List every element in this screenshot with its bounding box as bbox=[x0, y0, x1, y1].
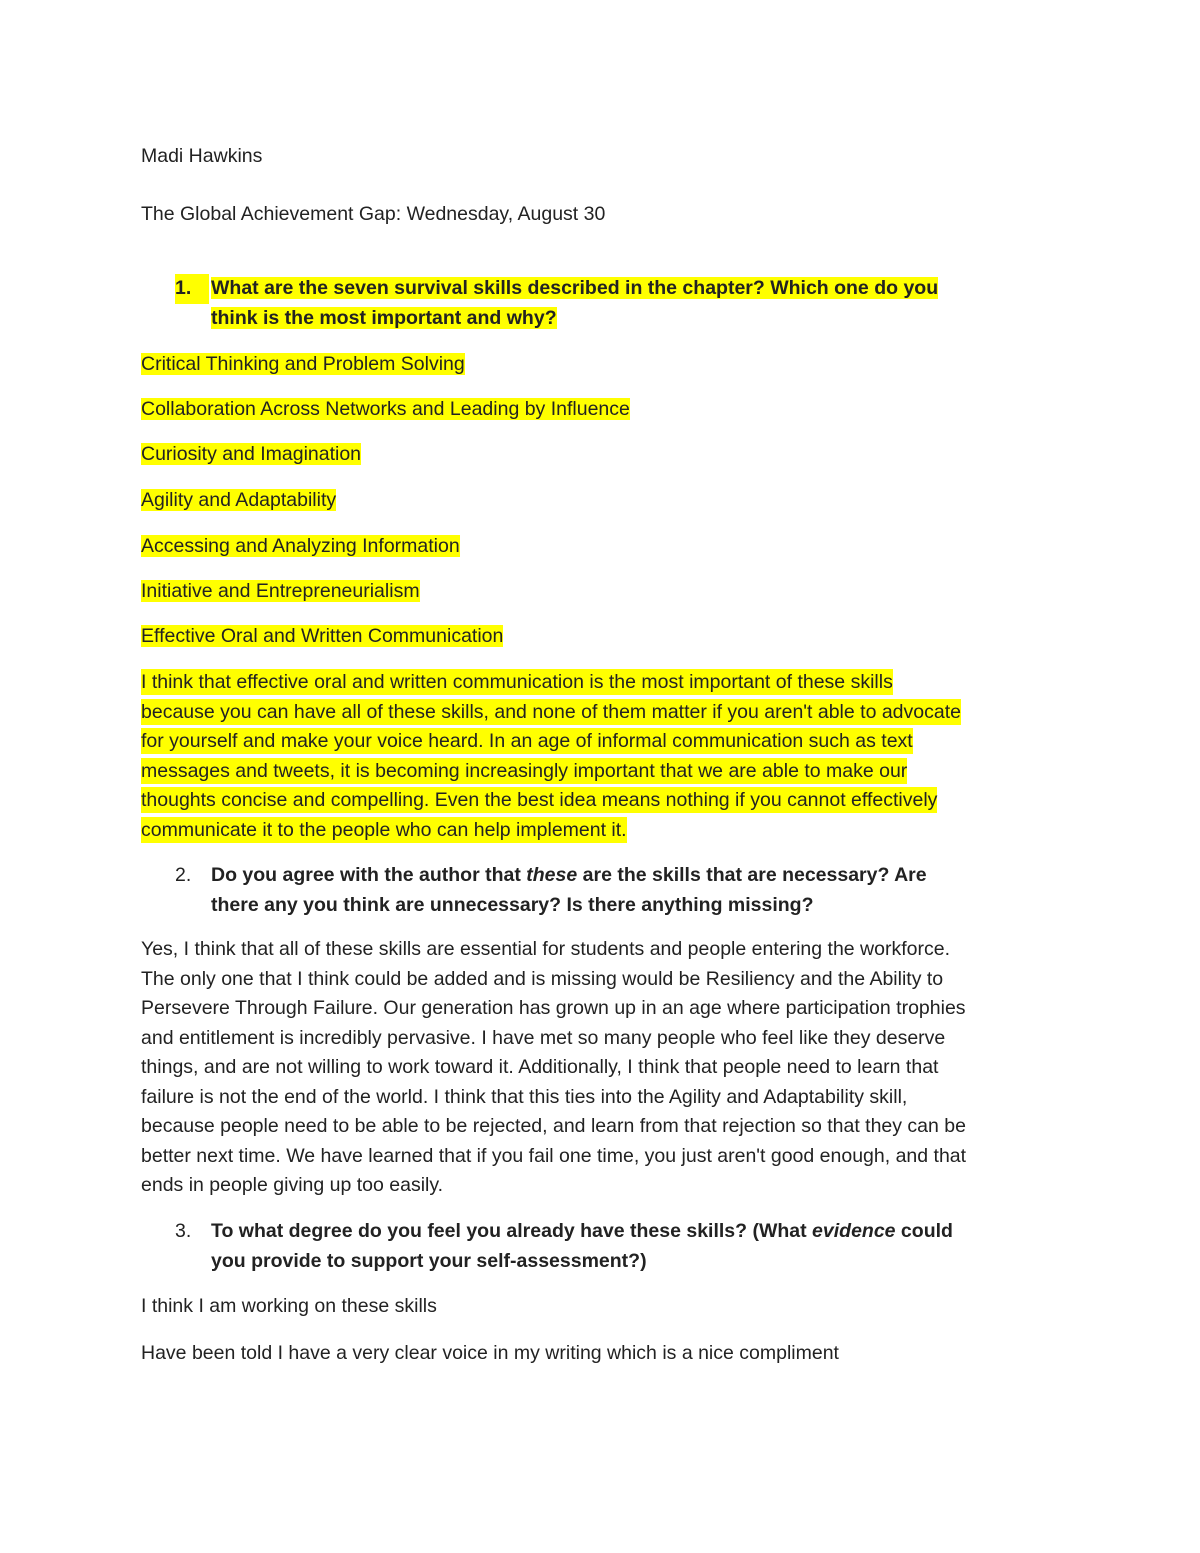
skill-item: Effective Oral and Written Communication bbox=[141, 625, 504, 647]
skill-item: Initiative and Entrepreneurialism bbox=[141, 580, 420, 602]
answer-1-line: messages and tweets, it is becoming increasingly important that we are able to make our bbox=[141, 759, 908, 782]
answer-2-line: The only one that I think could be added and is missing would be Resiliency and the Ability to bbox=[141, 967, 944, 990]
answer-1-line: I think that effective oral and written communication is the most important of these skills bbox=[141, 671, 893, 693]
emphasis-these: these bbox=[526, 864, 578, 886]
answer-1-line: because you can have all of these skills, and none of them matter if you aren't able to advocate bbox=[141, 700, 961, 723]
answer-1-line: communicate it to the people who can help implement it. bbox=[141, 818, 627, 841]
question-1-line-2: think is the most important and why? bbox=[211, 306, 557, 329]
document-title: The Global Achievement Gap: Wednesday, August 30 bbox=[141, 203, 606, 225]
question-3-number: 3. bbox=[175, 1220, 192, 1242]
answer-2-line: better next time. We have learned that if you fail one time, you just aren't good enough, and that bbox=[141, 1144, 967, 1167]
answer-2-line: ends in people giving up too easily. bbox=[141, 1174, 444, 1196]
skill-item: Collaboration Across Networks and Leading by Influence bbox=[141, 398, 630, 420]
answer-2-line: failure is not the end of the world. I think that this ties into the Agility and Adaptability skill, bbox=[141, 1085, 908, 1108]
answer-3-line: Have been told I have a very clear voice in my writing which is a nice compliment bbox=[141, 1342, 839, 1364]
skill-item: Curiosity and Imagination bbox=[141, 443, 362, 465]
author-name: Madi Hawkins bbox=[141, 145, 263, 167]
question-2-line-2: there any you think are unnecessary? Is there anything missing? bbox=[211, 893, 814, 916]
answer-2-line: things, and are not willing to work toward it. Additionally, I think that people need to learn that bbox=[141, 1056, 939, 1078]
question-3-text: To what degree do you feel you already have these skills? (What evidence could you provide to support your self-assessment?) bbox=[211, 1217, 1061, 1276]
skill-item: Agility and Adaptability bbox=[141, 489, 337, 511]
question-2-text: Do you agree with the author that these are the skills that are necessary? Are there any you think are unnecessary? Is there anything missing? bbox=[211, 861, 1061, 920]
skill-item: Accessing and Analyzing Information bbox=[141, 535, 460, 557]
question-3-line-2: you provide to support your self-assessment?) bbox=[211, 1249, 647, 1272]
question-1-text bbox=[211, 274, 1061, 333]
answer-3-line: I think I am working on these skills bbox=[141, 1295, 437, 1317]
answer-1-line: for yourself and make your voice heard. In an age of informal communication such as text bbox=[141, 730, 913, 752]
question-1-line-1: What are the seven survival skills described in the chapter? Which one do you bbox=[211, 277, 939, 299]
question-2-number: 2. bbox=[175, 864, 192, 886]
emphasis-evidence: evidence bbox=[812, 1220, 896, 1242]
answer-2-line: Persevere Through Failure. Our generation has grown up in an age where participation trophies bbox=[141, 997, 966, 1019]
answer-2-line: and entitlement is incredibly pervasive. I have met so many people who feel like they deserve bbox=[141, 1026, 946, 1049]
answer-2-paragraph bbox=[141, 935, 1061, 1201]
answer-2-line: Yes, I think that all of these skills are essential for students and people entering the workforce. bbox=[141, 938, 950, 960]
answer-1-paragraph bbox=[141, 668, 1061, 845]
question-1-number: 1. bbox=[175, 274, 209, 304]
answer-2-line: because people need to be able to be rejected, and learn from that rejection so that they can be bbox=[141, 1115, 966, 1137]
answer-1-line: thoughts concise and compelling. Even the best idea means nothing if you cannot effectively bbox=[141, 789, 938, 811]
skill-item: Critical Thinking and Problem Solving bbox=[141, 353, 465, 375]
